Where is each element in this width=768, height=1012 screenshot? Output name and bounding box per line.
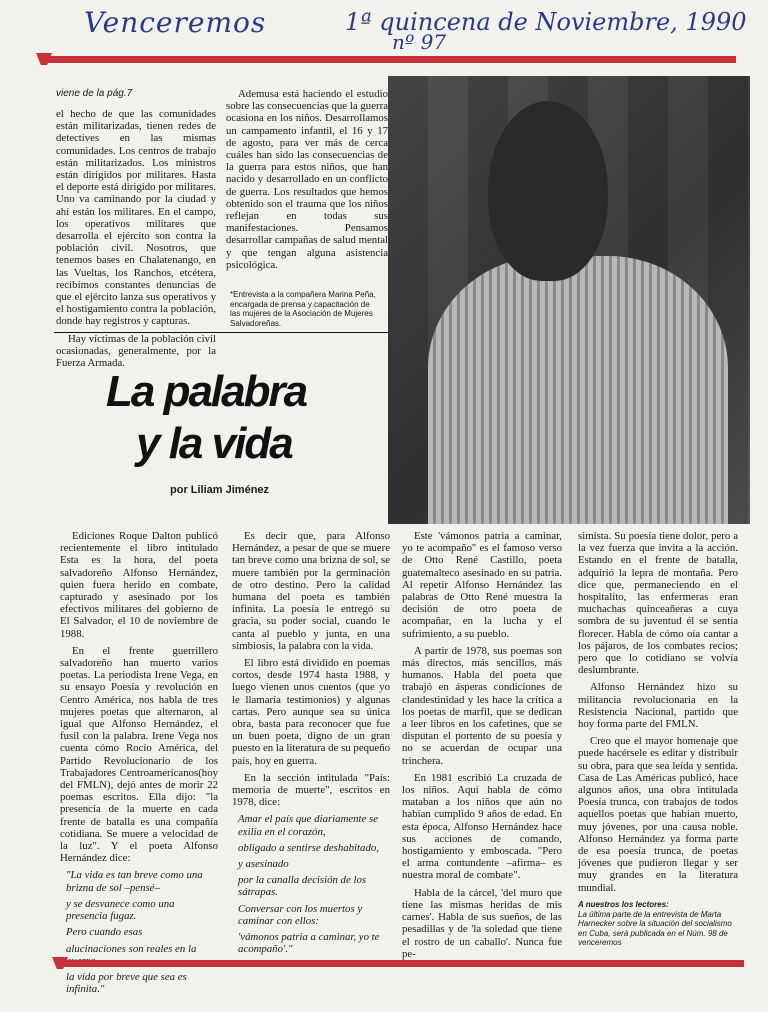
verse-line: Amar el país que diariamente se exilia en el corazón,	[238, 813, 379, 838]
paragraph: el hecho de que las comunidades están militarizadas, tienen redes de detectives en las mismas comunidades. Los centros de trabajo están militarizados. Los ministros están dirigidos por militares. Hasta el deporte está dirigido por militares. Uno va caminando por la ciudad y ahí están los militares. En el campo, los operativos militares que desarrolla el ejército son contra la población civil. Nosotros, que tenemos bases en Chalatenango, en las Vueltas, los Ranchos, etcétera, recibimos constantes denuncias de que el ejército lanza sus operativos y el hostigamiento contra la población, donde hay registros y capturas.	[56, 108, 216, 328]
paragraph: Alfonso Hernández hizo su militancia revolucionaria en la Resistencia Nacional, partido que hoy forma parte del FMLN.	[578, 681, 738, 731]
paragraph: A partir de 1978, sus poemas son más directos, más sencillos, más humanos. Habla del poeta que trabajó en ásperas condiciones de clandestinidad y les hace la crítica a los poetas de marfil, que se dedican a leer libros en los cafetines, que se disputan el portento de su poesía y no se acuerdan de ocupar una trinchera.	[402, 644, 562, 767]
intro-right-column	[226, 88, 388, 276]
verse-line: y asesinado	[238, 858, 289, 871]
handwritten-issue-number: nº 97	[392, 30, 447, 54]
continued-from-kicker: viene de la pág.7	[56, 88, 133, 99]
verse-line: y se desvanece como una presencia fugaz.	[66, 897, 175, 923]
paragraph: Este 'vámonos patria a caminar, yo te acompaño'' es el famoso verso de Otto René Castillo, poeta guatemalteco asesinado en su patria. Al repetir Alfonso Hernández las palabras de Otto René muestra la decisión de otro poeta de acompañar, en la lucha y el sufrimiento, a su pueblo.	[402, 530, 562, 640]
paragraph: simista. Su poesía tiene dolor, pero a la vez fuerza que invita a la acción. Estando en el frente de batalla, adquirió la lepra de montaña. Pero dice que, permaneciendo en el hospitalito, las enfermeras eran muchachas quinceañeras a cuya sombra de su juventud él se sentía florecer. Habla de cómo oía cantar a los pájaros, de los combates recios; pero que lo cotidiano se volvía deslumbrante.	[578, 530, 738, 677]
article-column-3	[402, 530, 562, 965]
reader-note-heading: A nuestros los lectores:	[578, 900, 669, 909]
verse-line: "La vida es tan breve como una brizna de sol –pensé–	[66, 869, 203, 894]
paragraph: Creo que el mayor homenaje que puede hacérsele es editar y distribuir su obra, para que sea leída y sentida. Casa de Las Américas publicó, hace algunos años, una obra intitulada Poesía trunca, con trabajos de todos aquellos poetas que habían muerto, muy jóvenes, por una causa noble. Alfonso Hernández ya forma parte de esa poesía trunca, de poetas jóvenes que pudieron llegar y ser muy grandes en la literatura mundial.	[578, 735, 738, 894]
paragraph: En la sección intitulada "País: memoria de muerte", escritos en 1978, dice:	[232, 771, 390, 809]
paragraph: En 1981 escribió La cruzada de los niños. Aquí habla de cómo mataban a los niños que aún no habían cumplido 9 años de edad. En esta época, Alfonso Hernández hace sus acciones de comando, hostigamiento y emboscada. "Pero el arma contundente –afirma– es nuestra moral de combate".	[402, 771, 562, 882]
photo-figure-head	[488, 101, 608, 281]
article-title	[106, 366, 306, 470]
verse-line: la vida por breve que sea es infinita."	[66, 970, 187, 996]
handwritten-date: 1ª quincena de Noviembre, 1990	[345, 8, 747, 36]
reader-note-text: La última parte de la entrevista de Marta Harnecker sobre la situación del socialismo en Cuba, será publicada en el Núm. 98 de venceremos	[578, 909, 732, 948]
paragraph: Habla de la cárcel, 'del muro que tiene las mismas heridas de mis carnes'. Habla de sus sueños, de las pesadillas y de 'la soledad que tiene el rostro de un caballo'. Nunca fue pe-	[402, 886, 562, 960]
verse-line: Conversar con los muertos y caminar con ellos:	[238, 902, 363, 927]
verse-line: 'vámonos patria a caminar, yo te acompaño'."	[238, 931, 380, 956]
interview-note: *Entrevista a la compañera Marina Peña, encargada de prensa y capacitación de las mujeres de la Asociación de Mujeres Salvadoreñas.	[230, 290, 376, 328]
paragraph: Ediciones Roque Dalton publicó recientemente el libro intitulado Esta es la hora, del poeta salvadoreño Alfonso Hernández, quien fuera herido en combate, capturado y asesinado por los efectivos militares del gobierno de El Salvador, el 10 de noviembre de 1988.	[60, 530, 218, 640]
reader-note	[578, 900, 738, 948]
title-line-2: y la vida	[136, 419, 292, 468]
title-line-1: La palabra	[106, 367, 307, 416]
top-red-rule	[46, 56, 736, 63]
paragraph: Hay víctimas de la población civil ocasionadas, generalmente, por la Fuerza Armada.	[56, 332, 216, 370]
article-column-2	[232, 530, 390, 960]
verse-line: alucinaciones son reales en la	[66, 942, 197, 955]
poet-photo	[388, 76, 750, 524]
article-column-1	[60, 530, 218, 999]
verse-line: por la canalla decisión de los sátrapas.	[238, 874, 367, 899]
verse-line: obligado a sentirse deshabitado,	[238, 841, 379, 854]
paragraph: Ademusa está haciendo el estudio sobre las consecuencias que la guerra ocasiona en los niños. Desarrollamos un campamento infantil, el 16 y 17 de agosto, para ver más de cerca cuáles han sido las consecuencias de la guerra para estos niños, que han nacido y desarrollado en un conflicto de guerra. Los resultados que hemos obtenido son el trauma que los niños reflejan en todas sus manifestaciones. Pensamos desarrollar campañas de salud mental y que tengan alguna asistencia psicológica.	[226, 88, 388, 271]
bottom-red-rule	[60, 960, 744, 967]
photo-figure-shirt	[428, 256, 728, 524]
byline: por Liliam Jiménez	[170, 484, 270, 496]
paragraph: Es decir que, para Alfonso Hernández, a pesar de que se muere tan breve como una brizna de sol, se muere también por la germinación de otro destino. Pero la calidad humana del poeta es también infinita. La poesía le entregó su gracia, su poder social, cuando le canta al pueblo y junta, en una simbiosis, la palabra con la vida.	[232, 530, 390, 652]
verse-line: Pero cuando esas	[66, 926, 143, 939]
article-column-4	[578, 530, 738, 899]
paragraph: El libro está dividido en poemas cortos, desde 1974 hasta 1988, y luego vienen unos cuentos (que yo le llamaría testimonios) y algunas cartas. Pero aunque sea su única obra, basta para reconocer que fue un buen poeta, digno de un gran puesto en la literatura de su pequeño país, hoy en guerra.	[232, 657, 390, 767]
intro-left-column	[56, 108, 216, 374]
handwritten-publication: Venceremos	[84, 6, 267, 39]
paragraph: En el frente guerrillero salvadoreño han muerto varios poetas. La periodista Irene Vega, en su ensayo Poesía y revolución en Centro América, nos habla de tres mujeres poetas que alternaron, al igual que Alfonso Hernández, el fusil con la palabra. Irene Vega nos cuenta cómo Rocío América, del Partido Revolucionario de los Trabajadores Centroamericanos(hoy del FMLN), dejó antes de morir 22 poemas escritos. Ella dijo: "la presencia de la muerte en cada frente de batalla es una compañía cotidiana. Se muere a velocidad de la luz". Y el poeta Alfonso Hernández dice:	[60, 644, 218, 865]
